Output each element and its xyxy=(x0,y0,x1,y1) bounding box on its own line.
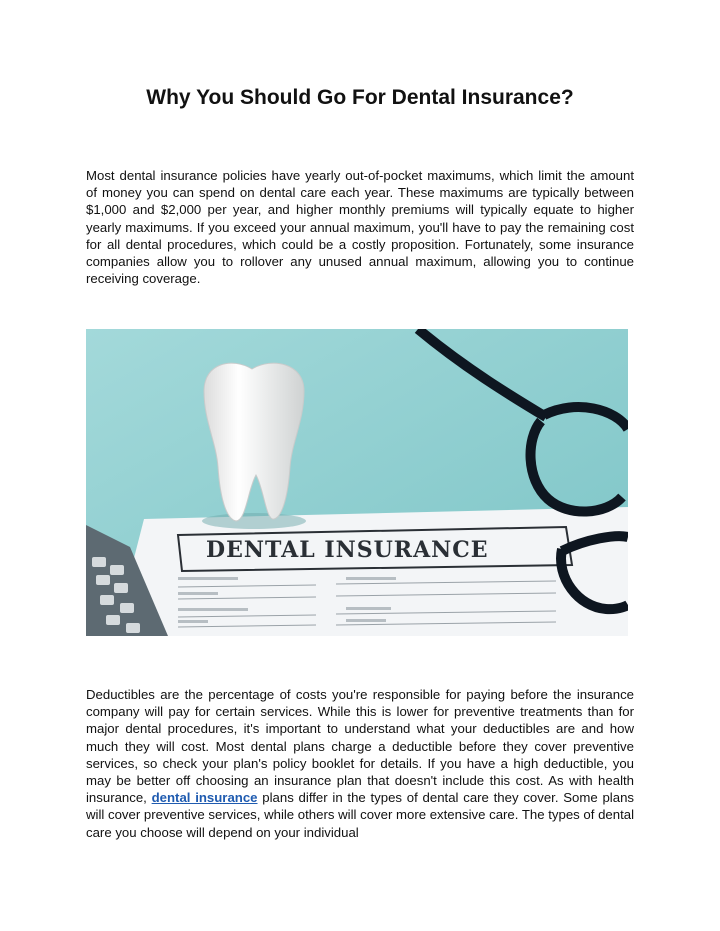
dental-insurance-link[interactable]: dental insurance xyxy=(151,790,258,806)
page-title: Why You Should Go For Dental Insurance? xyxy=(146,86,574,109)
dental-insurance-photo xyxy=(86,329,628,636)
form-heading: DENTAL INSURANCE xyxy=(206,537,489,563)
paragraph-deductibles xyxy=(86,686,634,841)
paragraph-deductibles-text-start: Deductibles are the percentage of costs you're responsible for paying before the insurance company will pay for certain services. While this is lower for preventive treatments than for major dental procedures, it's important to understand what your deductibles are and how much they will cost. Most dental plans charge a deductible before they cover preventive services, so check your plan's policy booklet for details. If you have a high deductible, you may be better off choosing an insurance plan that doesn't include this cost. As with health insurance, xyxy=(86,687,634,806)
insurance-form xyxy=(114,507,628,636)
paragraph-out-of-pocket: Most dental insurance policies have yearly out-of-pocket maximums, which limit the amount of money you can spend on dental care each year. These maximums are typically between $1,000 and $2,000 per year, and higher monthly premiums will typically equate to higher yearly maximums. If you exceed your annual maximum, you'll have to pay the remaining cost for all dental procedures, which could be a costly proposition. Fortunately, some insurance companies allow you to rollover any unused annual maximum, allowing you to continue receiving coverage. xyxy=(86,168,634,287)
paragraph-deductibles-text-end: plans differ in the types of dental care they cover. Some plans will cover preventive services, while others will cover more extensive care. The types of dental care you choose will depend on your individual xyxy=(86,790,635,840)
